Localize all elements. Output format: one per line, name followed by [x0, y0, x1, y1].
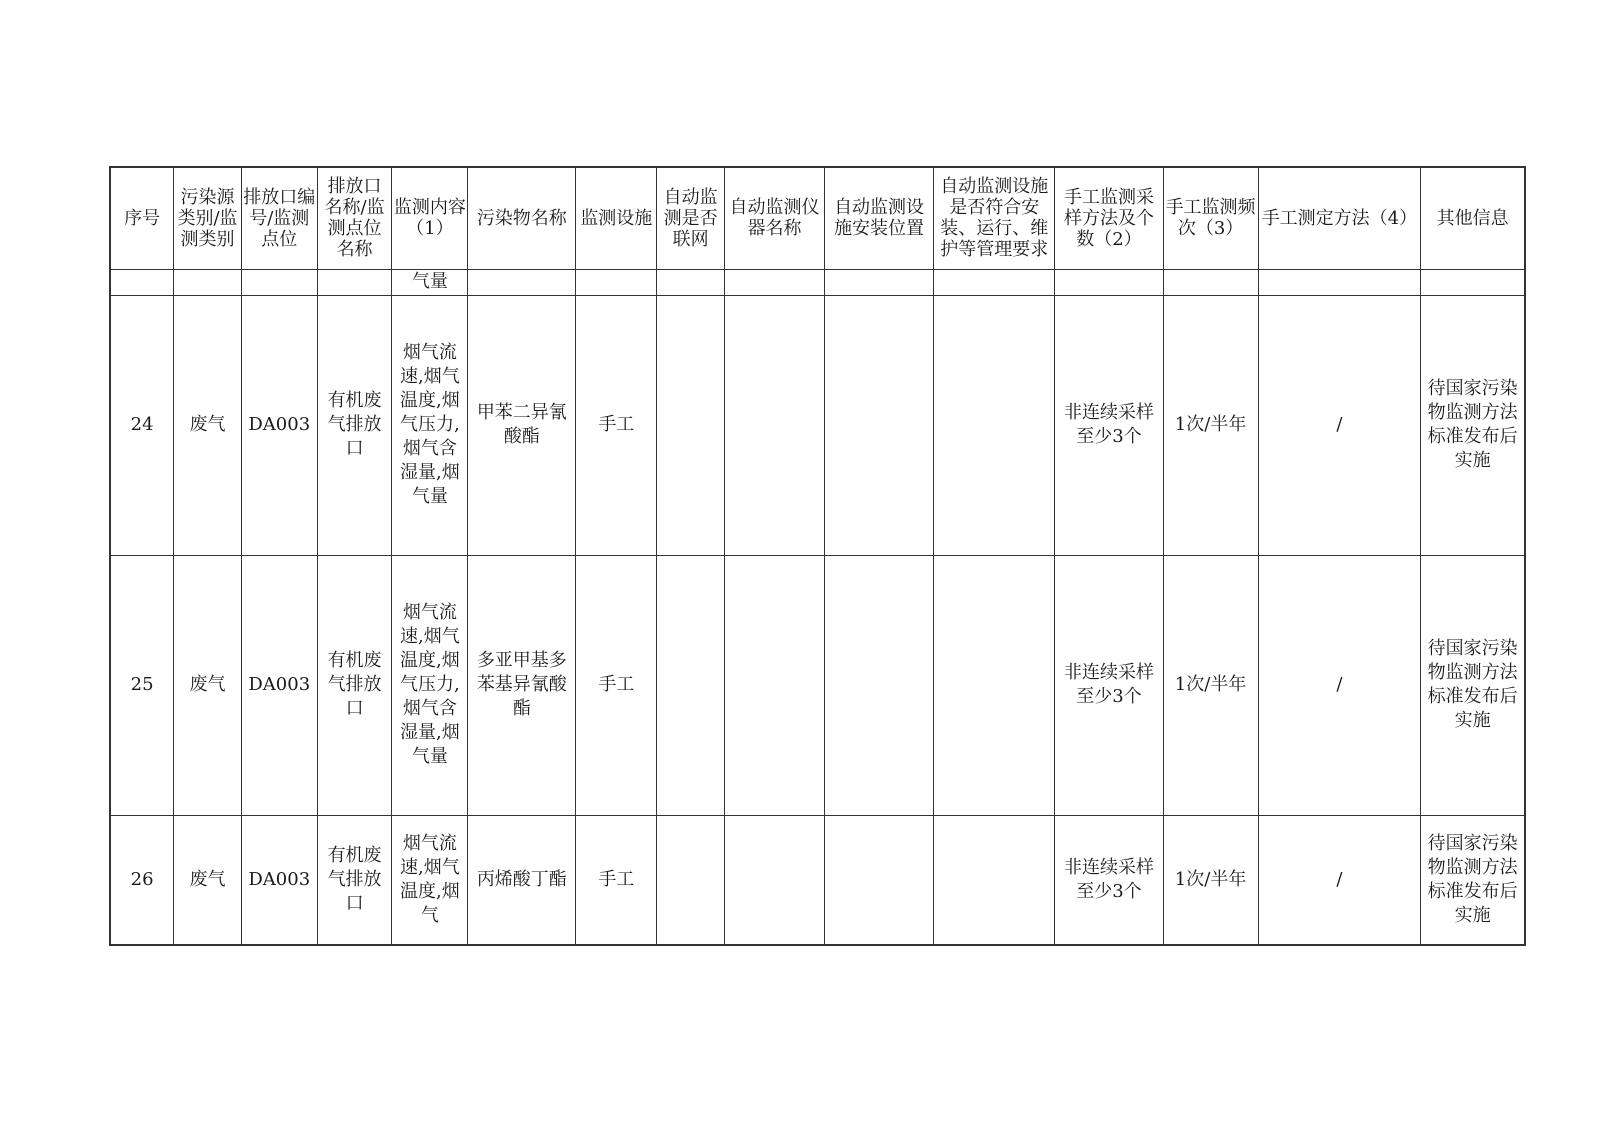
- cell-outlet-id: DA003: [241, 295, 317, 555]
- cell-auto-compliance: [934, 295, 1055, 555]
- cell-frequency: 1次/半年: [1163, 295, 1258, 555]
- cell-category: 废气: [174, 815, 242, 945]
- cell-auto-online: [657, 815, 725, 945]
- cell-manual-method: 非连续采样 至少3个: [1055, 815, 1163, 945]
- cell-facility: 手工: [576, 555, 657, 815]
- cell-other: 待国家污染物监测方法标准发布后实施: [1421, 815, 1525, 945]
- header-frequency: 手工监测频次（3）: [1163, 167, 1258, 269]
- table-row: [110, 295, 1525, 555]
- cell-auto-instrument: [724, 295, 824, 555]
- header-other: 其他信息: [1421, 167, 1525, 269]
- cell-auto-instrument: [724, 555, 824, 815]
- cell-auto-compliance: [934, 815, 1055, 945]
- cell-measure-method: /: [1258, 555, 1421, 815]
- cell-outlet-id: DA003: [241, 555, 317, 815]
- cell-outlet-name: 有机废气排放口: [317, 295, 392, 555]
- cell-seq: 24: [110, 295, 174, 555]
- cell-other: 待国家污染物监测方法标准发布后实施: [1421, 555, 1525, 815]
- cell-facility: 手工: [576, 295, 657, 555]
- carryover-row: [110, 269, 1525, 295]
- cell-seq: 26: [110, 815, 174, 945]
- header-manual-method: 手工监测采样方法及个数（2）: [1055, 167, 1163, 269]
- header-measure-method: 手工测定方法（4）: [1258, 167, 1421, 269]
- cell-measure-method: /: [1258, 295, 1421, 555]
- cell-measure-method: /: [1258, 815, 1421, 945]
- cell-other: 待国家污染物监测方法标准发布后实施: [1421, 295, 1525, 555]
- cell-outlet-name: 有机废气排放口: [317, 555, 392, 815]
- cell-auto-location: [824, 815, 933, 945]
- cell-auto-online: [657, 295, 725, 555]
- cell-content: 烟气流速,烟气温度,烟气压力,烟气含湿量,烟气量: [392, 555, 468, 815]
- cell-auto-instrument: [724, 815, 824, 945]
- table-row: [110, 555, 1525, 815]
- monitoring-table: [109, 166, 1526, 946]
- cell-facility: 手工: [576, 815, 657, 945]
- header-auto-instrument: 自动监测仪器名称: [724, 167, 824, 269]
- cell-seq: 25: [110, 555, 174, 815]
- cell-frequency: 1次/半年: [1163, 815, 1258, 945]
- header-seq: 序号: [110, 167, 174, 269]
- cell-pollutant: 丙烯酸丁酯: [468, 815, 576, 945]
- cell-outlet-name: 有机废气排放口: [317, 815, 392, 945]
- header-auto-online: 自动监测是否联网: [657, 167, 725, 269]
- cell-auto-location: [824, 295, 933, 555]
- header-outlet-id: 排放口编号/监测点位: [241, 167, 317, 269]
- header-pollutant: 污染物名称: [468, 167, 576, 269]
- carryover-content: 气量: [392, 269, 468, 295]
- cell-auto-online: [657, 555, 725, 815]
- cell-content: 烟气流速,烟气温度,烟气: [392, 815, 468, 945]
- cell-content: 烟气流速,烟气温度,烟气压力,烟气含湿量,烟气量: [392, 295, 468, 555]
- cell-auto-compliance: [934, 555, 1055, 815]
- cell-category: 废气: [174, 295, 242, 555]
- cell-frequency: 1次/半年: [1163, 555, 1258, 815]
- cell-manual-method: 非连续采样 至少3个: [1055, 295, 1163, 555]
- cell-outlet-id: DA003: [241, 815, 317, 945]
- cell-category: 废气: [174, 555, 242, 815]
- header-row: [110, 167, 1525, 269]
- cell-pollutant: 甲苯二异氰酸酯: [468, 295, 576, 555]
- header-auto-compliance: 自动监测设施是否符合安装、运行、维护等管理要求: [934, 167, 1055, 269]
- header-facility: 监测设施: [576, 167, 657, 269]
- cell-pollutant: 多亚甲基多苯基异氰酸酯: [468, 555, 576, 815]
- header-content: 监测内容（1）: [392, 167, 468, 269]
- cell-manual-method: 非连续采样 至少3个: [1055, 555, 1163, 815]
- header-category: 污染源类别/监测类别: [174, 167, 242, 269]
- table-row: [110, 815, 1525, 945]
- cell-auto-location: [824, 555, 933, 815]
- header-auto-location: 自动监测设施安装位置: [824, 167, 933, 269]
- header-outlet-name: 排放口名称/监测点位名称: [317, 167, 392, 269]
